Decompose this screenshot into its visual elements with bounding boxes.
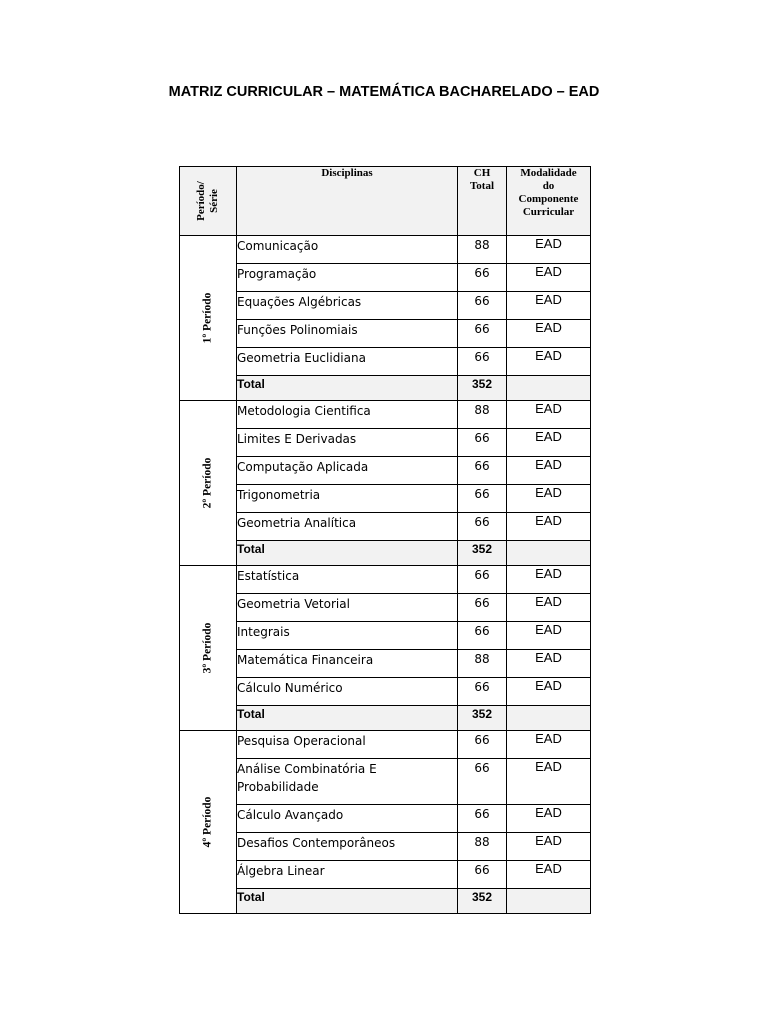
header-row [180,167,591,236]
modalidade-cell: EAD [507,678,591,706]
total-value: 352 [458,706,507,731]
disciplina-cell [237,485,458,513]
header-disciplinas: Disciplinas [237,167,458,236]
header-periodo-line2: Série [208,189,220,213]
table-body [180,236,591,914]
disciplina-name: Funções Polinomiais [237,323,358,337]
table-row [180,861,591,889]
disciplina-name: Cálculo Avançado [237,808,344,822]
total-modalidade-empty [507,376,591,401]
ch-total-cell: 66 [458,292,507,320]
modalidade-cell: EAD [507,622,591,650]
table-row [180,759,591,805]
header-periodo-text [195,181,221,221]
period-label-cell [180,566,237,731]
disciplina-cell [237,566,458,594]
ch-total-cell: 88 [458,236,507,264]
total-label: Total [237,889,458,914]
disciplina-name: Programação [237,267,317,281]
header-periodo-line1: Período/ [195,181,207,221]
ch-total-cell: 66 [458,320,507,348]
disciplina-name: Geometria Analítica [237,516,357,530]
disciplina-cell [237,594,458,622]
table-row [180,566,591,594]
header-modalidade-line4: Curricular [522,206,575,218]
total-modalidade-empty [507,706,591,731]
total-value: 352 [458,541,507,566]
disciplina-cell [237,805,458,833]
disciplina-cell [237,833,458,861]
table-row [180,833,591,861]
header-modalidade-line1: Modalidade [520,167,577,179]
period-label-cell [180,401,237,566]
disciplina-cell [237,759,458,805]
ch-total-cell: 66 [458,594,507,622]
ch-total-cell: 66 [458,805,507,833]
table-row [180,320,591,348]
modalidade-cell: EAD [507,731,591,759]
table-row [180,805,591,833]
document-title: MATRIZ CURRICULAR – MATEMÁTICA BACHARELADO – EAD [168,84,600,100]
disciplina-name: Desafios Contemporâneos [237,836,396,850]
header-ch-line2: Total [469,180,495,192]
modalidade-cell: EAD [507,485,591,513]
ch-total-cell: 66 [458,429,507,457]
period-label: 2º Período [201,457,214,509]
disciplina-name: Trigonometria [237,488,321,502]
disciplina-cell [237,264,458,292]
modalidade-cell: EAD [507,429,591,457]
table-row [180,292,591,320]
disciplina-name: Integrais [237,625,290,639]
table-row [180,236,591,264]
total-row [180,376,591,401]
modalidade-cell: EAD [507,861,591,889]
disciplina-name: Limites E Derivadas [237,432,357,446]
modalidade-cell: EAD [507,457,591,485]
table-row [180,513,591,541]
ch-total-cell: 88 [458,401,507,429]
disciplina-cell [237,457,458,485]
disciplina-cell [237,401,458,429]
table-row [180,678,591,706]
total-modalidade-empty [507,889,591,914]
disciplina-name: Geometria Euclidiana [237,351,366,365]
table-row [180,731,591,759]
modalidade-cell: EAD [507,805,591,833]
modalidade-cell: EAD [507,348,591,376]
ch-total-cell: 66 [458,678,507,706]
header-modalidade [507,167,591,236]
modalidade-cell: EAD [507,401,591,429]
disciplina-cell [237,861,458,889]
ch-total-cell: 66 [458,264,507,292]
disciplina-name: Computação Aplicada [237,460,369,474]
disciplina-cell [237,236,458,264]
disciplina-cell [237,429,458,457]
ch-total-cell: 88 [458,650,507,678]
disciplina-name: Metodologia Cientifica [237,404,371,418]
disciplina-name: Comunicação [237,239,319,253]
total-label: Total [237,541,458,566]
ch-total-cell: 66 [458,861,507,889]
header-modalidade-line2: do [542,180,555,192]
disciplina-name: Álgebra Linear [237,864,325,878]
modalidade-cell: EAD [507,650,591,678]
total-row [180,706,591,731]
header-ch-line1: CH [473,167,491,179]
ch-total-cell: 66 [458,348,507,376]
disciplina-name: Estatística [237,569,300,583]
total-row [180,889,591,914]
table-row [180,650,591,678]
modalidade-cell: EAD [507,594,591,622]
modalidade-cell: EAD [507,292,591,320]
table-row [180,485,591,513]
disciplina-cell [237,292,458,320]
disciplina-cell [237,348,458,376]
disciplina-cell [237,650,458,678]
table-row [180,264,591,292]
header-periodo [180,167,237,236]
period-label: 1º Período [201,292,214,344]
modalidade-cell: EAD [507,566,591,594]
total-label: Total [237,706,458,731]
ch-total-cell: 66 [458,731,507,759]
header-modalidade-line3: Componente [518,193,579,205]
period-label-cell [180,731,237,914]
modalidade-cell: EAD [507,833,591,861]
disciplina-cell [237,678,458,706]
disciplina-cell [237,622,458,650]
total-value: 352 [458,376,507,401]
table-row [180,429,591,457]
modalidade-cell: EAD [507,320,591,348]
ch-total-cell: 66 [458,457,507,485]
total-modalidade-empty [507,541,591,566]
period-label-cell [180,236,237,401]
disciplina-cell [237,731,458,759]
table-row [180,594,591,622]
modalidade-cell: EAD [507,759,591,805]
disciplina-cell [237,513,458,541]
ch-total-cell: 66 [458,622,507,650]
modalidade-cell: EAD [507,264,591,292]
total-row [180,541,591,566]
ch-total-cell: 66 [458,513,507,541]
ch-total-cell: 66 [458,759,507,805]
total-label: Total [237,376,458,401]
disciplina-name: Cálculo Numérico [237,681,343,695]
disciplina-name: Geometria Vetorial [237,597,350,611]
ch-total-cell: 66 [458,566,507,594]
table-row [180,457,591,485]
disciplina-name: Pesquisa Operacional [237,734,366,748]
modalidade-cell: EAD [507,236,591,264]
period-label: 3º Período [201,622,214,674]
table-row [180,622,591,650]
curriculum-table [179,166,591,914]
period-label: 4º Período [201,796,214,848]
table-row [180,401,591,429]
modalidade-cell: EAD [507,513,591,541]
ch-total-cell: 66 [458,485,507,513]
disciplina-name: Matemática Financeira [237,653,374,667]
header-ch [458,167,507,236]
disciplina-name: Equações Algébricas [237,295,362,309]
disciplina-name: Análise Combinatória E Probabilidade [237,762,377,794]
total-value: 352 [458,889,507,914]
ch-total-cell: 88 [458,833,507,861]
disciplina-cell [237,320,458,348]
table-row [180,348,591,376]
